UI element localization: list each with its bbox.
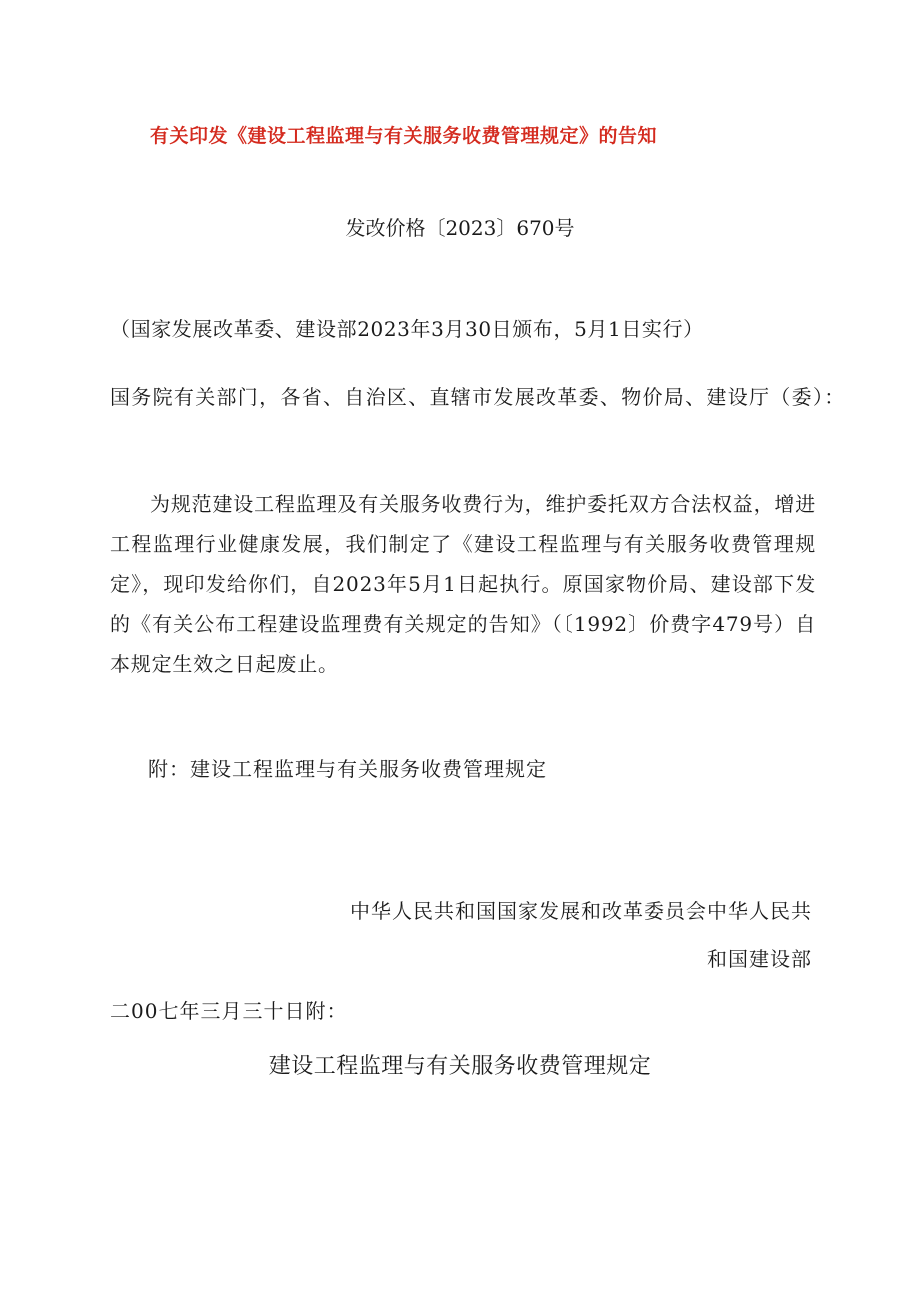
attachment-note: 附：建设工程监理与有关服务收费管理规定 <box>148 757 547 781</box>
document-title: 有关印发《建设工程监理与有关服务收费管理规定》的告知 <box>150 125 658 147</box>
issued-note: （国家发展改革委、建设部2023年3月30日颁布，5月1日实行） <box>110 317 704 341</box>
body-paragraph: 为规范建设工程监理及有关服务收费行为，维护委托双方合法权益，增进工程监理行业健康发展，我们制定了《建设工程监理与有关服务收费管理规定》，现印发给你们，自2023年5月1日起执行。原国家物价局、建设部下发的《有关公布工程建设监理费有关规定的告知》（〔1992〕价费字479号）自本规定生效之日起废止。 <box>110 492 816 676</box>
signature-line-2: 和国建设部 <box>707 947 812 971</box>
document-date: 二00七年三月三十日附： <box>110 999 348 1023</box>
signature-line-1: 中华人民共和国国家发展和改革委员会中华人民共 <box>350 899 812 923</box>
attachment-title: 建设工程监理与有关服务收费管理规定 <box>268 1054 652 1079</box>
addressee: 国务院有关部门，各省、自治区、直辖市发展改革委、物价局、建设厅（委）： <box>110 385 846 409</box>
document-number: 发改价格〔2023〕670号 <box>345 216 575 240</box>
